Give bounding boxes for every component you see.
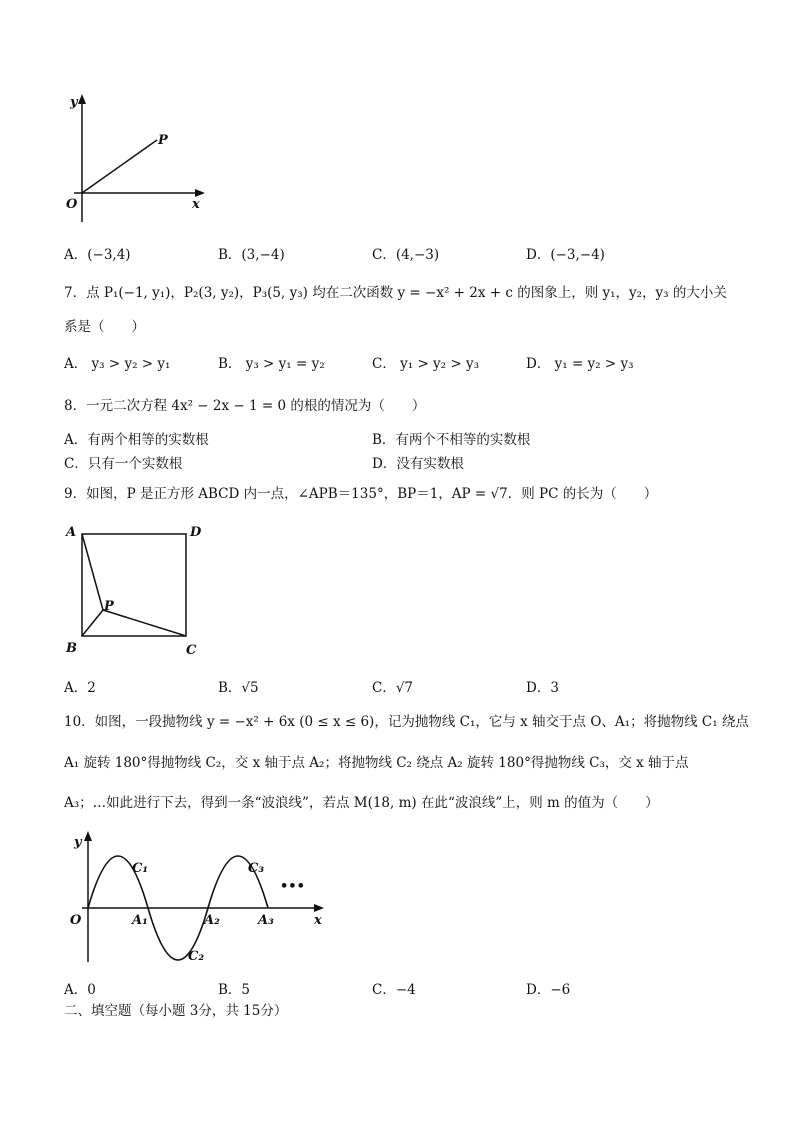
q9-label-a: A: [66, 525, 77, 540]
q6-y-label: y: [70, 95, 78, 110]
q7-stem-line2: 系是（ ）: [64, 319, 145, 335]
q10-y-label: y: [74, 835, 82, 850]
q7-option-c[interactable]: C． y₁ > y₂ > y₃: [372, 356, 480, 372]
q7-stem-line1: 7．点 P₁(−1, y₁)，P₂(3, y₂)，P₃(5, y₃) 均在二次函数 y = −x² + 2x + c 的图象上，则 y₁，y₂，y₃ 的大小关: [64, 285, 727, 301]
q7-option-b[interactable]: B． y₃ > y₁ = y₂: [218, 356, 325, 372]
q7-option-a[interactable]: A． y₃ > y₂ > y₁: [64, 356, 171, 372]
q9-segment-ap: [82, 534, 103, 610]
q8-option-c[interactable]: C．只有一个实数根: [64, 456, 183, 472]
q10-a1-label: A₁: [132, 913, 148, 928]
q10-a2-label: A₂: [204, 913, 220, 928]
q9-option-d[interactable]: D．3: [526, 680, 559, 696]
q6-p-label: P: [158, 133, 168, 148]
q10-option-b[interactable]: B．5: [218, 982, 251, 998]
q10-o-label: O: [70, 913, 82, 928]
q8-stem: 8．一元二次方程 4x² − 2x − 1 = 0 的根的情况为（ ）: [64, 398, 426, 414]
q10-x-label: x: [314, 913, 322, 928]
q9-label-d: D: [190, 525, 202, 540]
q9-figure: [60, 518, 210, 663]
q10-option-d[interactable]: D．−6: [526, 982, 571, 998]
q6-x-label: x: [192, 197, 200, 212]
q9-label-b: B: [66, 641, 77, 656]
q10-c3-label: C₃: [248, 861, 265, 876]
q9-option-a[interactable]: A．2: [64, 680, 96, 696]
q9-label-p: P: [104, 599, 114, 614]
q9-stem: 9．如图，P 是正方形 ABCD 内一点，∠APB＝135°，BP＝1，AP = √7．则 PC 的长为（ ）: [64, 486, 658, 502]
q8-option-b[interactable]: B．有两个不相等的实数根: [372, 432, 531, 448]
q7-option-d[interactable]: D． y₁ = y₂ > y₃: [526, 356, 634, 372]
q6-option-c[interactable]: C．(4,−3): [372, 247, 440, 263]
q6-segment-op: [82, 140, 157, 193]
q9-option-b[interactable]: B．√5: [218, 680, 259, 696]
q6-y-arrow: [78, 94, 86, 104]
q6-figure: [60, 92, 210, 227]
q9-option-c[interactable]: C．√7: [372, 680, 414, 696]
q9-segment-pc: [103, 610, 186, 636]
q6-option-a[interactable]: A．(−3,4): [64, 247, 131, 263]
q9-square-abcd: [82, 534, 186, 636]
q10-x-arrow: [314, 904, 324, 912]
q10-figure: [60, 828, 340, 968]
q10-stem-line2: A₁ 旋转 180°得抛物线 C₂，交 x 轴于点 A₂；将抛物线 C₂ 绕点 A₂ 旋转 180°得抛物线 C₃，交 x 轴于点: [64, 755, 689, 771]
q6-o-label: O: [66, 197, 78, 212]
q8-option-d[interactable]: D．没有实数根: [372, 456, 464, 472]
q9-segment-bp: [82, 610, 103, 636]
q10-stem-line3: A₃；…如此进行下去，得到一条“波浪线”，若点 M(18, m) 在此“波浪线”上，则 m 的值为（ ）: [64, 795, 659, 811]
q10-c1-label: C₁: [132, 861, 149, 876]
q6-option-d[interactable]: D．(−3,−4): [526, 247, 605, 263]
q6-x-arrow: [195, 189, 205, 197]
q9-label-c: C: [186, 643, 197, 658]
q10-c2-label: C₂: [188, 949, 205, 964]
section2-heading: 二、填空题（每小题 3分，共 15分）: [64, 1003, 288, 1019]
q10-a3-label: A₃: [258, 913, 274, 928]
q8-option-a[interactable]: A．有两个相等的实数根: [64, 432, 209, 448]
q10-dots: •••: [280, 879, 305, 894]
q10-option-a[interactable]: A．0: [64, 982, 96, 998]
q10-y-arrow: [84, 831, 92, 841]
q10-option-c[interactable]: C．−4: [372, 982, 416, 998]
q10-stem-line1: 10．如图，一段抛物线 y = −x² + 6x (0 ≤ x ≤ 6)，记为抛物线 C₁，它与 x 轴交于点 O、A₁；将抛物线 C₁ 绕点: [64, 714, 749, 730]
q6-option-b[interactable]: B．(3,−4): [218, 247, 285, 263]
